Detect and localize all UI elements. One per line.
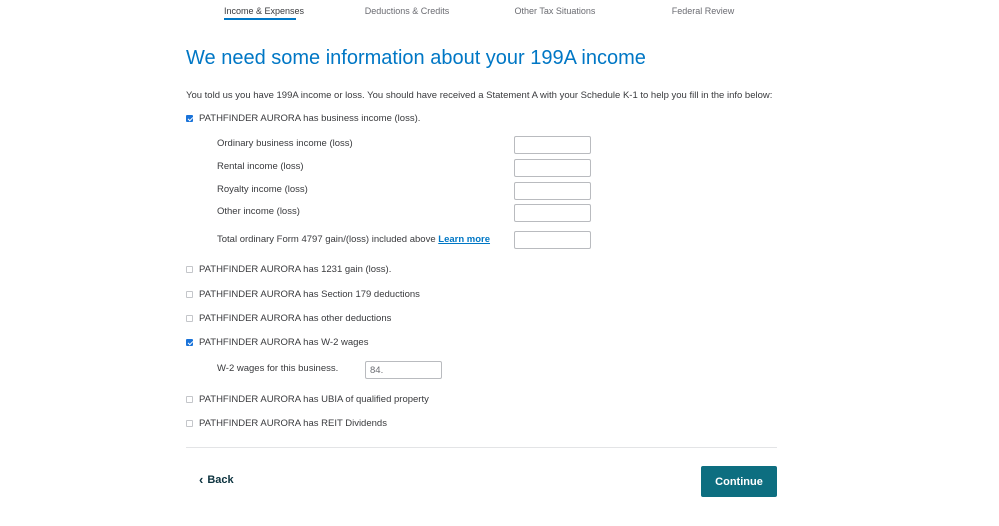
other-deductions-label: PATHFINDER AURORA has other deductions	[199, 312, 392, 324]
ordinary-business-income-label: Ordinary business income (loss)	[217, 138, 353, 149]
business-income-option[interactable]	[186, 111, 420, 125]
w2-wages-input[interactable]	[365, 361, 442, 379]
back-button[interactable]	[199, 473, 234, 486]
royalty-income-label: Royalty income (loss)	[217, 184, 308, 195]
gain-1231-label: PATHFINDER AURORA has 1231 gain (loss).	[199, 263, 392, 275]
reit-dividends-checkbox[interactable]	[186, 420, 193, 427]
w2-wages-option[interactable]	[186, 335, 368, 349]
intro-text: You told us you have 199A income or loss. You should have received a Statement A with your Schedule K-1 to help you fill in the info below:	[186, 90, 773, 101]
form-4797-label	[217, 234, 490, 245]
reit-dividends-label: PATHFINDER AURORA has REIT Dividends	[199, 417, 387, 429]
footer-divider	[186, 447, 777, 448]
progress-nav	[0, 0, 999, 22]
section-179-checkbox[interactable]	[186, 291, 193, 298]
continue-button[interactable]: Continue	[701, 466, 777, 497]
back-label: Back	[207, 473, 234, 486]
other-deductions-checkbox[interactable]	[186, 315, 193, 322]
tab-other-tax-situations[interactable]: Other Tax Situations	[514, 6, 596, 16]
section-179-label: PATHFINDER AURORA has Section 179 deductions	[199, 288, 420, 300]
form-4797-input[interactable]	[514, 231, 591, 249]
w2-wages-label: PATHFINDER AURORA has W-2 wages	[199, 336, 369, 348]
tab-deductions-credits[interactable]: Deductions & Credits	[364, 6, 450, 16]
chevron-left-icon: ‹	[199, 472, 204, 487]
tab-income-expenses[interactable]: Income & Expenses	[224, 6, 296, 20]
rental-income-input[interactable]	[514, 159, 591, 177]
rental-income-label: Rental income (loss)	[217, 161, 304, 172]
other-income-input[interactable]	[514, 204, 591, 222]
ordinary-business-income-input[interactable]	[514, 136, 591, 154]
form-4797-label-text: Total ordinary Form 4797 gain/(loss) included above	[217, 234, 436, 245]
w2-wages-checkbox[interactable]	[186, 339, 193, 346]
other-deductions-option[interactable]	[186, 311, 391, 325]
page-title: We need some information about your 199A income	[186, 47, 646, 69]
section-179-option[interactable]	[186, 287, 420, 301]
reit-dividends-option[interactable]	[186, 416, 387, 430]
ubia-checkbox[interactable]	[186, 396, 193, 403]
other-income-label: Other income (loss)	[217, 206, 300, 217]
business-income-label: PATHFINDER AURORA has business income (loss).	[199, 112, 421, 124]
learn-more-link[interactable]: Learn more	[438, 234, 491, 245]
business-income-checkbox[interactable]	[186, 115, 193, 122]
gain-1231-checkbox[interactable]	[186, 266, 193, 273]
ubia-option[interactable]	[186, 392, 429, 406]
tab-federal-review[interactable]: Federal Review	[671, 6, 735, 16]
gain-1231-option[interactable]	[186, 262, 391, 276]
ubia-label: PATHFINDER AURORA has UBIA of qualified property	[199, 393, 429, 405]
w2-wages-business-label: W-2 wages for this business.	[217, 363, 339, 374]
royalty-income-input[interactable]	[514, 182, 591, 200]
